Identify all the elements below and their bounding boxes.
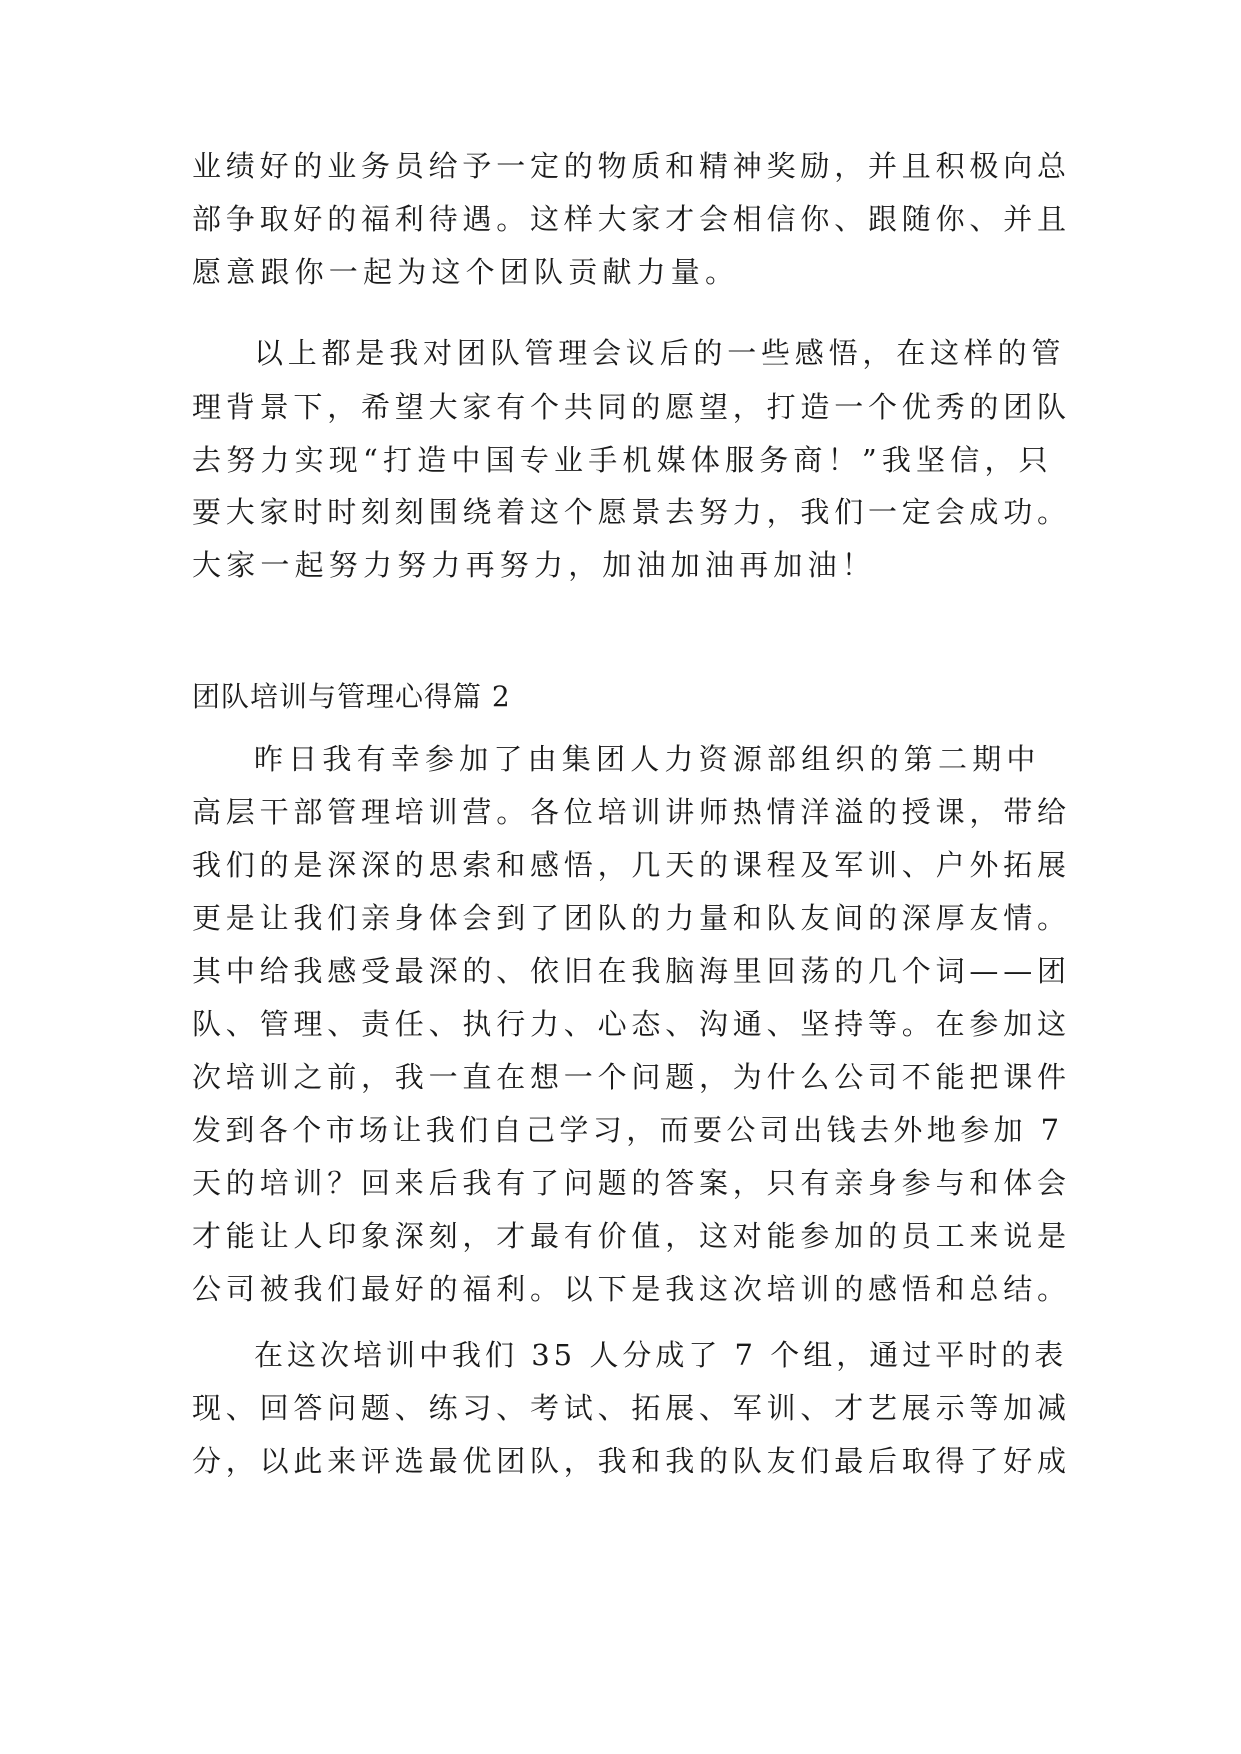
paragraph-line: 以上都是我对团队管理会议后的一些感悟，在这样的管: [254, 336, 1066, 370]
paragraph-line: 次培训之前，我一直在想一个问题，为什么公司不能把课件: [192, 1060, 1071, 1094]
paragraph-line: 在这次培训中我们 35 人分成了 7 个组，通过平时的表: [254, 1338, 1068, 1372]
paragraph-line: 我们的是深深的思索和感悟，几天的课程及军训、户外拓展: [192, 848, 1071, 882]
paragraph-line: 分，以此来评选最优团队，我和我的队友们最后取得了好成: [192, 1444, 1071, 1478]
paragraph-line: 公司被我们最好的福利。以下是我这次培训的感悟和总结。: [192, 1272, 1071, 1306]
section-heading: 团队培训与管理心得篇 2: [192, 680, 511, 713]
paragraph-line: 愿意跟你一起为这个团队贡献力量。: [192, 255, 740, 289]
paragraph-line: 其中给我感受最深的、依旧在我脑海里回荡的几个词——团: [192, 954, 1071, 988]
paragraph-line: 理背景下，希望大家有个共同的愿望，打造一个优秀的团队: [192, 390, 1071, 424]
paragraph-line: 发到各个市场让我们自己学习，而要公司出钱去外地参加 7: [192, 1113, 1064, 1147]
paragraph-line: 昨日我有幸参加了由集团人力资源部组织的第二期中: [254, 742, 1041, 776]
paragraph-line: 现、回答问题、练习、考试、拓展、军训、才艺展示等加减: [192, 1391, 1071, 1425]
paragraph-line: 业绩好的业务员给予一定的物质和精神奖励，并且积极向总: [192, 149, 1071, 183]
paragraph-line: 要大家时时刻刻围绕着这个愿景去努力，我们一定会成功。: [192, 495, 1071, 529]
paragraph-line: 才能让人印象深刻，才最有价值，这对能参加的员工来说是: [192, 1219, 1071, 1253]
paragraph-line: 大家一起努力努力再努力，加油加油再加油！: [192, 548, 877, 582]
paragraph-line: 队、管理、责任、执行力、心态、沟通、坚持等。在参加这: [192, 1007, 1071, 1041]
paragraph-line: 高层干部管理培训营。各位培训讲师热情洋溢的授课，带给: [192, 795, 1071, 829]
paragraph-line: 天的培训？回来后我有了问题的答案，只有亲身参与和体会: [192, 1166, 1071, 1200]
paragraph-line: 更是让我们亲身体会到了团队的力量和队友间的深厚友情。: [192, 901, 1071, 935]
paragraph-line: 去努力实现“打造中国专业手机媒体服务商！”我坚信，只: [192, 443, 1053, 477]
paragraph-line: 部争取好的福利待遇。这样大家才会相信你、跟随你、并且: [192, 202, 1071, 236]
